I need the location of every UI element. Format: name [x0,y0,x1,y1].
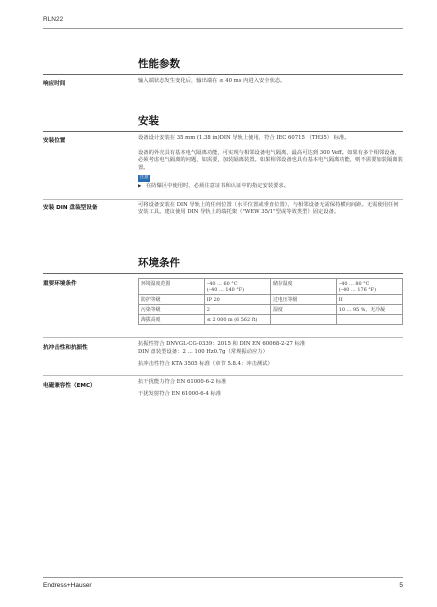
table-cell [336,315,402,325]
label-din-rail: 安装 DIN 盘装型设备 [43,205,98,211]
cell-line: –40 … 60 °C [206,280,238,287]
table-cell: 海拔高度 [139,315,205,325]
table-cell [204,279,270,295]
label-shock-vibration: 抗冲击性和抗振性 [43,345,88,351]
text-emc-line2: 干扰发射符合 EN 61000-6-4 标准 [138,391,222,397]
label-mounting-position: 安装位置 [43,138,66,144]
table-cell: 污染等级 [139,305,205,315]
section-divider [43,74,403,75]
environment-table [138,278,403,325]
section-title-installation: 安装 [138,115,159,127]
table-cell: IP 20 [204,295,270,305]
text-shock-line3: 抗冲击性符合 KTA 3505 标准（章节 5.8.4：冲击测试） [138,361,273,367]
row-divider [43,375,403,376]
table-cell: 湿度 [270,305,336,315]
section-divider [43,131,403,132]
text-mounting-p1: 设备设计安装在 35 mm (1.38 in)DIN 导轨上使用，符合 IEC 60715 （TH35） 标准。 [138,135,350,141]
table-row [139,279,403,295]
note-bullet [138,183,403,190]
note-badge: 注意 [139,175,149,180]
table-cell: 2 [204,305,270,315]
table-cell: 储存温度 [270,279,336,295]
row-divider [43,199,403,200]
cell-line: (–40 … 176 °F) [338,286,376,293]
table-cell [336,279,402,295]
text-mounting-p2: 设备的外壳具有基本电气隔离功能，可实现与相邻设备电气隔离，最高可达到 300 Veff。如果有多个相邻设备，必须考虑电气隔离的问题，如需要，加装隔离装置。如果相邻设备也具有基本电气隔离功能，则不需要加装隔离装置。 [138,150,403,171]
section-title-environment: 环境条件 [138,257,180,269]
text-din-rail: 可将设备安装在 DIN 导轨上的任何位置（水平位置或垂直位置），与相邻设备无需保持横向间距。无需使用任何安装工具。建议使用 DIN 导轨上的端托架（"WEW 35/1"型或等效类型）固定设备。 [138,202,399,216]
table-cell: II [336,295,402,305]
page-header-doc-code: RLN22 [43,16,64,23]
cell-line: –40 … 80 °C [338,280,370,287]
label-emc: 电磁兼容性（EMC） [43,383,96,389]
text-emc-line1: 抗干扰能力符合 EN 61000-6-2 标准 [138,379,227,385]
section-title-performance: 性能参数 [138,58,180,70]
text-response-time: 输入端状态发生变化后，输出端在 ≤ 40 ms 内进入安全状态。 [138,78,286,84]
footer-brand: Endress+Hauser [43,582,92,589]
text-shock-line1: 抗振性符合 DNVGL-CG-0339：2015 和 DIN EN 60068-2-27 标准 [138,341,306,347]
table-cell: ≤ 2 000 m (6 562 ft) [204,315,270,325]
table-cell: 过电压等级 [270,295,336,305]
table-row [139,315,403,325]
header-divider [43,28,403,29]
table-cell: 10 … 95 %，无冷凝 [336,305,402,315]
section-divider [43,273,403,274]
text-shock-line2: DIN 盘装型设备：2 … 100 Hz0.7g（常规振动应力） [138,349,268,355]
label-response-time: 响应时间 [43,81,66,87]
label-environment-conditions: 重要环境条件 [43,281,77,287]
page-number: 5 [399,582,403,589]
table-cell: 防护等级 [139,295,205,305]
table-cell [270,315,336,325]
note-text: 在防爆区中使用时，必须注意证书和认证中的指定安装要求。 [146,183,290,189]
cell-line: (–40 … 140 °F) [206,286,245,293]
footer-divider [43,577,403,578]
table-row [139,295,403,305]
table-row [139,305,403,315]
table-cell: 环境温度范围 [139,279,205,295]
arrow-right-icon: ▶ [138,184,142,189]
row-divider [43,337,403,338]
